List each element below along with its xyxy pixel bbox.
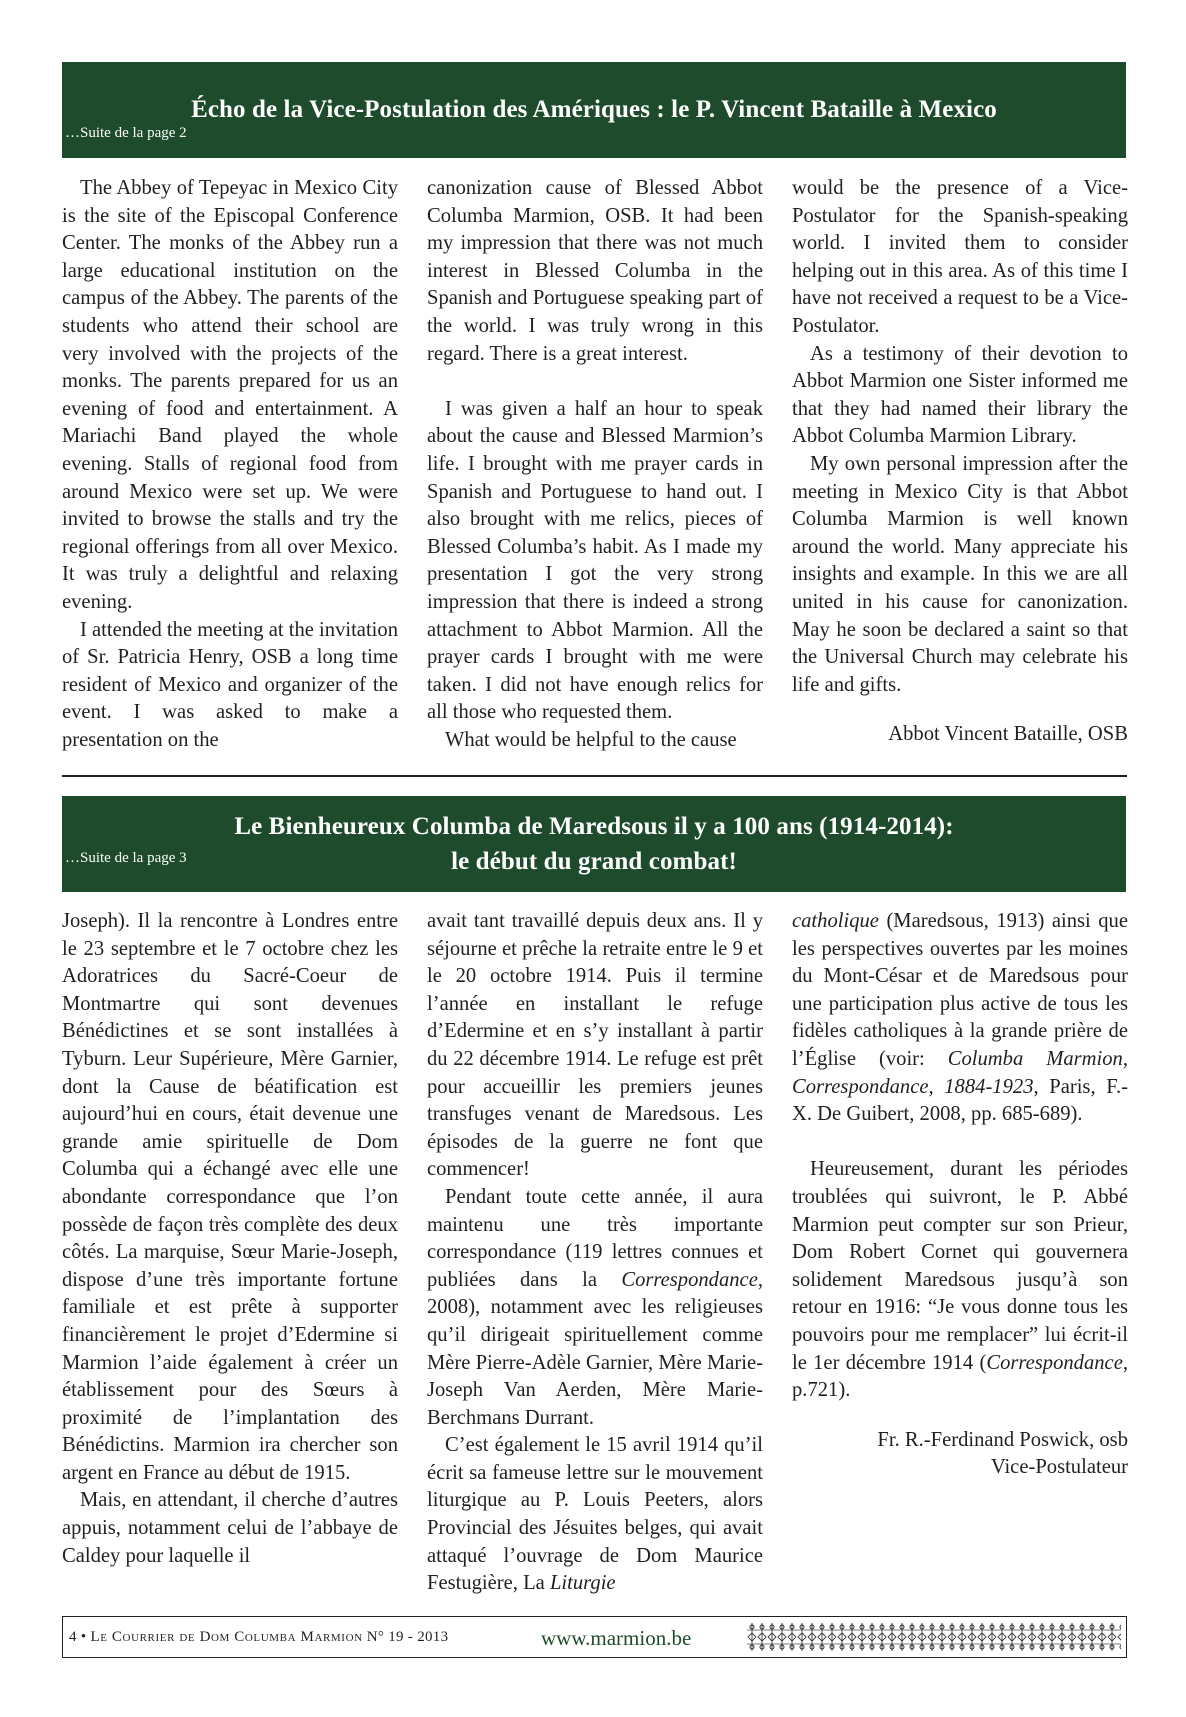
- section-title: Le Bienheureux Columba de Maredsous il y a 100 ans (1914-2014):: [234, 813, 954, 840]
- section-banner-vice-postulation: [62, 62, 1126, 158]
- text-run-italic: Correspondance: [621, 1268, 758, 1291]
- article-columns-1: [62, 175, 1128, 754]
- paragraph: I was given a half an hour to speak about the cause and Blessed Marmion’s life. I brought with me prayer cards in Spanish and Portuguese to hand out. I also brought with me relics, pieces of Blessed Columba’s habit. As I made my presentation I got the very strong impression that there is indeed a strong attachment to Abbot Marmion. All the prayer cards I brought with me were taken. I did not have enough relics for all those who requested them.: [427, 397, 763, 724]
- text-run: C’est également le 15 avril 1914 qu’il écrit sa fameuse lettre sur le mouvement liturgique au P. Louis Peeters, alors Provincial des Jésuites belges, qui avait attaqué l’ouvrage de Dom Maurice Festugière, La: [427, 1434, 763, 1595]
- bullet-separator: •: [80, 1629, 87, 1645]
- text-run: , p.721).: [792, 1351, 1128, 1402]
- text-run: (Maredsous, 1913) ainsi que les perspectives ouvertes par les moines du Mont-César et de Maredsous pour une participation plus active de tous les fidèles catholiques à la grande prière de l’Église (voir:: [792, 910, 1128, 1070]
- journal-name: Le Courrier de Dom Columba Marmion: [90, 1629, 363, 1645]
- article-column: [62, 908, 398, 1598]
- text-run: , Paris, F.-X. De Guibert, 2008, pp. 685-689).: [792, 1075, 1128, 1126]
- paragraph: avait tant travaillé depuis deux ans. Il y séjourne et prêche la retraite entre le 9 et le 20 octobre 1914. Puis il termine l’année en installant le refuge d’Edermine et en s’y installant à partir du 22 décembre 1914. Le refuge est prêt pour accueillir les premiers jeunes transfuges venant de Maredsous. Les épisodes de la guerre ne font que commencer!: [427, 910, 763, 1181]
- author-signature: Fr. R.-Ferdinand Poswick, osb: [877, 1428, 1128, 1451]
- page-footer: [62, 1616, 1127, 1658]
- article-column: [792, 175, 1128, 754]
- text-run: , 2008), notamment avec les religieuses qu’il dirigeait spirituellement comme Mère Pierre-Adèle Garnier, Mère Marie-Joseph Van Aerden, Mère Marie-Berchmans Durrant.: [427, 1268, 763, 1429]
- paragraph: As a testimony of their devotion to Abbot Marmion one Sister informed me that they had named their library the Abbot Columba Marmion Library.: [792, 342, 1128, 448]
- decorative-border-ornament: [747, 1621, 1121, 1653]
- issue-number: N° 19 - 2013: [366, 1629, 449, 1645]
- section-divider: [62, 775, 1127, 777]
- paragraph: [792, 908, 1128, 1129]
- text-run: Pendant toute cette année, il aura maintenu une très importante correspondance (119 lettres connues et publiées dans la: [427, 1185, 763, 1291]
- article-column: [792, 908, 1128, 1598]
- text-run: Heureusement, durant les périodes troublées qui suivront, le P. Abbé Marmion peut compter sur son Prieur, Dom Robert Cornet qui gouvernera solidement Maredsous jusqu’à son retour en 1916: “Je vous donne tous les pouvoirs pour me remplacer” lui écrit-il le 1er décembre 1914 (: [792, 1158, 1128, 1374]
- article-column: [62, 175, 398, 754]
- paragraph: [427, 1432, 763, 1598]
- paragraph: [427, 1184, 763, 1432]
- continued-from-label: …Suite de la page 2: [65, 125, 187, 141]
- footer-journal-info: [69, 1629, 448, 1646]
- article-columns-2: [62, 908, 1128, 1598]
- paragraph: What would be helpful to the cause: [445, 728, 737, 751]
- text-run-italic: Columba Marmion, Correspondance, 1884-1923: [792, 1047, 1128, 1098]
- paragraph: canonization cause of Blessed Abbot Columba Marmion, OSB. It had been my impression that there was not much interest in Blessed Columba in the Spanish and Portuguese speaking part of the world. I was truly wrong in this regard. There is a great interest.: [427, 177, 763, 365]
- article-column: [427, 908, 763, 1598]
- article-column: [427, 175, 763, 754]
- paragraph: would be the presence of a Vice-Postulator for the Spanish-speaking world. I invited them to consider helping out in this area. As of this time I have not received a request to be a Vice-Postulator.: [792, 177, 1128, 337]
- paragraph: I attended the meeting at the invitation of Sr. Patricia Henry, OSB a long time resident of Mexico and organizer of the event. I was asked to make a presentation on the: [62, 618, 398, 751]
- text-run-italic: Correspondance: [986, 1351, 1123, 1374]
- paragraph: My own personal impression after the meeting in Mexico City is that Abbot Columba Marmion is well known around the world. Many appreciate his insights and example. In this we are all united in his cause for canonization. May he soon be declared a saint so that the Universal Church may celebrate his life and gifts.: [792, 452, 1128, 696]
- author-title: Vice-Postulateur: [990, 1456, 1128, 1479]
- section-title: Écho de la Vice-Postulation des Amériques : le P. Vincent Bataille à Mexico: [191, 96, 997, 123]
- text-run-italic: Liturgie: [549, 1572, 616, 1595]
- website-link[interactable]: www.marmion.be: [541, 1626, 692, 1650]
- page-number: 4: [69, 1629, 77, 1645]
- text-run-italic: catholique: [792, 910, 879, 932]
- author-signature: Abbot Vincent Bataille, OSB: [888, 723, 1128, 746]
- continued-from-label: …Suite de la page 3: [65, 850, 187, 866]
- paragraph: Joseph). Il la rencontre à Londres entre le 23 septembre et le 7 octobre chez les Adoratrices du Sacré-Coeur de Montmartre qui sont devenues Bénédictines et se sont installées à Tyburn. Leur Supérieure, Mère Garnier, dont la Cause de béatification est aujourd’hui en cours, était devenue une grande amie spirituelle de Dom Columba qui a échangé avec elle une abondante correspondance que l’on possède de façon très complète des deux côtés. La marquise, Sœur Marie-Joseph, dispose d’une très importante fortune familiale et est prête à supporter financièrement le projet d’Edermine si Marmion l’aide également à créer un établissement pour des Sœurs à proximité de l’implantation des Bénédictins. Marmion ira chercher son argent en France au début de 1915.: [62, 910, 398, 1484]
- section-subtitle: le début du grand combat!: [451, 848, 737, 875]
- paragraph: The Abbey of Tepeyac in Mexico City is the site of the Episcopal Conference Center. The monks of the Abbey run a large educational institution on the campus of the Abbey. The parents of the students who attend their school are very involved with the projects of the monks. The parents prepared for us an evening of food and entertainment. A Mariachi Band played the whole evening. Stalls of regional food from around Mexico were set up. We were invited to browse the stalls and try the regional offerings from all over Mexico. It was truly a delightful and relaxing evening.: [62, 177, 398, 613]
- paragraph: Mais, en attendant, il cherche d’autres appuis, notamment celui de l’abbaye de Caldey pour laquelle il: [62, 1489, 398, 1567]
- paragraph: [792, 1156, 1128, 1404]
- section-banner-columba-maredsous: [62, 796, 1126, 892]
